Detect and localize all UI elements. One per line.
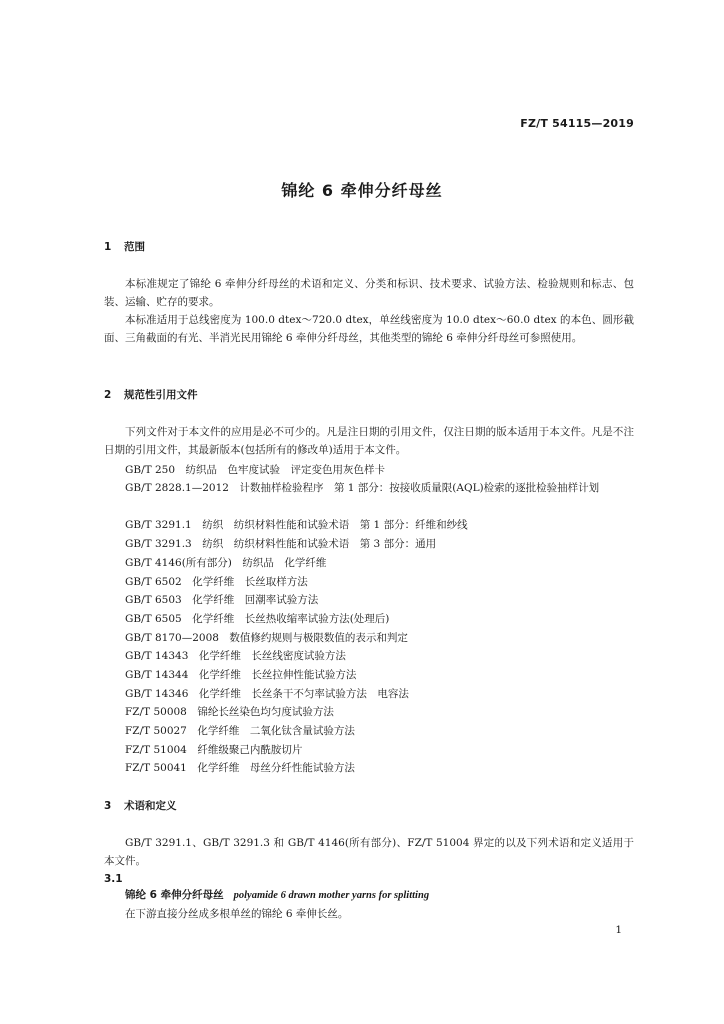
reference-item: FZ/T 50041 化学纤维 母丝分纤性能试验方法: [125, 762, 355, 774]
section-number: 3: [104, 800, 112, 812]
reference-item: GB/T 6503 化学纤维 回潮率试验方法: [125, 594, 319, 606]
page-number: 1: [615, 924, 622, 936]
standard-code: FZ/T 54115—2019: [520, 117, 634, 130]
reference-item: GB/T 6505 化学纤维 长丝热收缩率试验方法(处理后): [125, 613, 390, 625]
term-number: 3.1: [104, 873, 123, 885]
section-3-heading: [104, 798, 177, 813]
scope-paragraph-1: 本标准规定了锦纶 6 牵伸分纤母丝的术语和定义、分类和标识、技术要求、试验方法、检验规则和标志、包装、运输、贮存的要求。: [104, 278, 634, 308]
reference-item: FZ/T 51004 纤维级聚己内酰胺切片: [125, 744, 303, 756]
reference-item: GB/T 4146(所有部分) 纺织品 化学纤维: [125, 557, 327, 569]
reference-item: GB/T 14346 化学纤维 长丝条干不匀率试验方法 电容法: [125, 688, 409, 700]
section-number: 2: [104, 389, 112, 401]
term-entry: [125, 887, 429, 902]
term-name-zh: 锦纶 6 牵伸分纤母丝: [125, 889, 224, 901]
reference-item: GB/T 6502 化学纤维 长丝取样方法: [125, 576, 308, 588]
section-title: 术语和定义: [124, 800, 177, 812]
term-definition: 在下游直接分丝成多根单丝的锦纶 6 牵伸长丝。: [125, 908, 349, 920]
section-1-heading: [104, 239, 145, 254]
reference-item: GB/T 3291.3 纺织 纺织材料性能和试验术语 第 3 部分：通用: [125, 538, 437, 550]
section-2-heading: [104, 387, 198, 402]
section-number: 1: [104, 241, 112, 253]
term-name-en: polyamide 6 drawn mother yarns for splitting: [233, 890, 430, 901]
reference-item: GB/T 14343 化学纤维 长丝线密度试验方法: [125, 650, 346, 662]
document-title: 锦纶 6 牵伸分纤母丝: [281, 181, 443, 200]
section-title: 范围: [124, 241, 145, 253]
section-title: 规范性引用文件: [124, 389, 198, 401]
reference-item: GB/T 2828.1—2012 计数抽样检验程序 第 1 部分：按接收质量限(AQL)检索的逐批检验抽样计划: [125, 482, 600, 494]
terms-intro: GB/T 3291.1、GB/T 3291.3 和 GB/T 4146(所有部分)、FZ/T 51004 界定的以及下列术语和定义适用于本文件。: [104, 837, 634, 867]
reference-item: GB/T 250 纺织品 色牢度试验 评定变色用灰色样卡: [125, 464, 386, 476]
reference-item: GB/T 14344 化学纤维 长丝拉伸性能试验方法: [125, 669, 357, 681]
references-intro: 下列文件对于本文件的应用是必不可少的。凡是注日期的引用文件，仅注日期的版本适用于本文件。凡是不注日期的引用文件，其最新版本(包括所有的修改单)适用于本文件。: [104, 426, 634, 456]
reference-item: GB/T 3291.1 纺织 纺织材料性能和试验术语 第 1 部分：纤维和纱线: [125, 519, 468, 531]
reference-item: GB/T 8170—2008 数值修约规则与极限数值的表示和判定: [125, 632, 408, 644]
reference-item: FZ/T 50027 化学纤维 二氧化钛含量试验方法: [125, 725, 355, 737]
scope-paragraph-2: 本标准适用于总线密度为 100.0 dtex～720.0 dtex，单丝线密度为 10.0 dtex～60.0 dtex 的本色、圆形截面、三角截面的有光、半消光民用锦纶 6 牵伸分纤母丝，其他类型的锦纶 6 牵伸分纤母丝可参照使用。: [104, 314, 634, 344]
reference-item: FZ/T 50008 锦纶长丝染色均匀度试验方法: [125, 706, 334, 718]
